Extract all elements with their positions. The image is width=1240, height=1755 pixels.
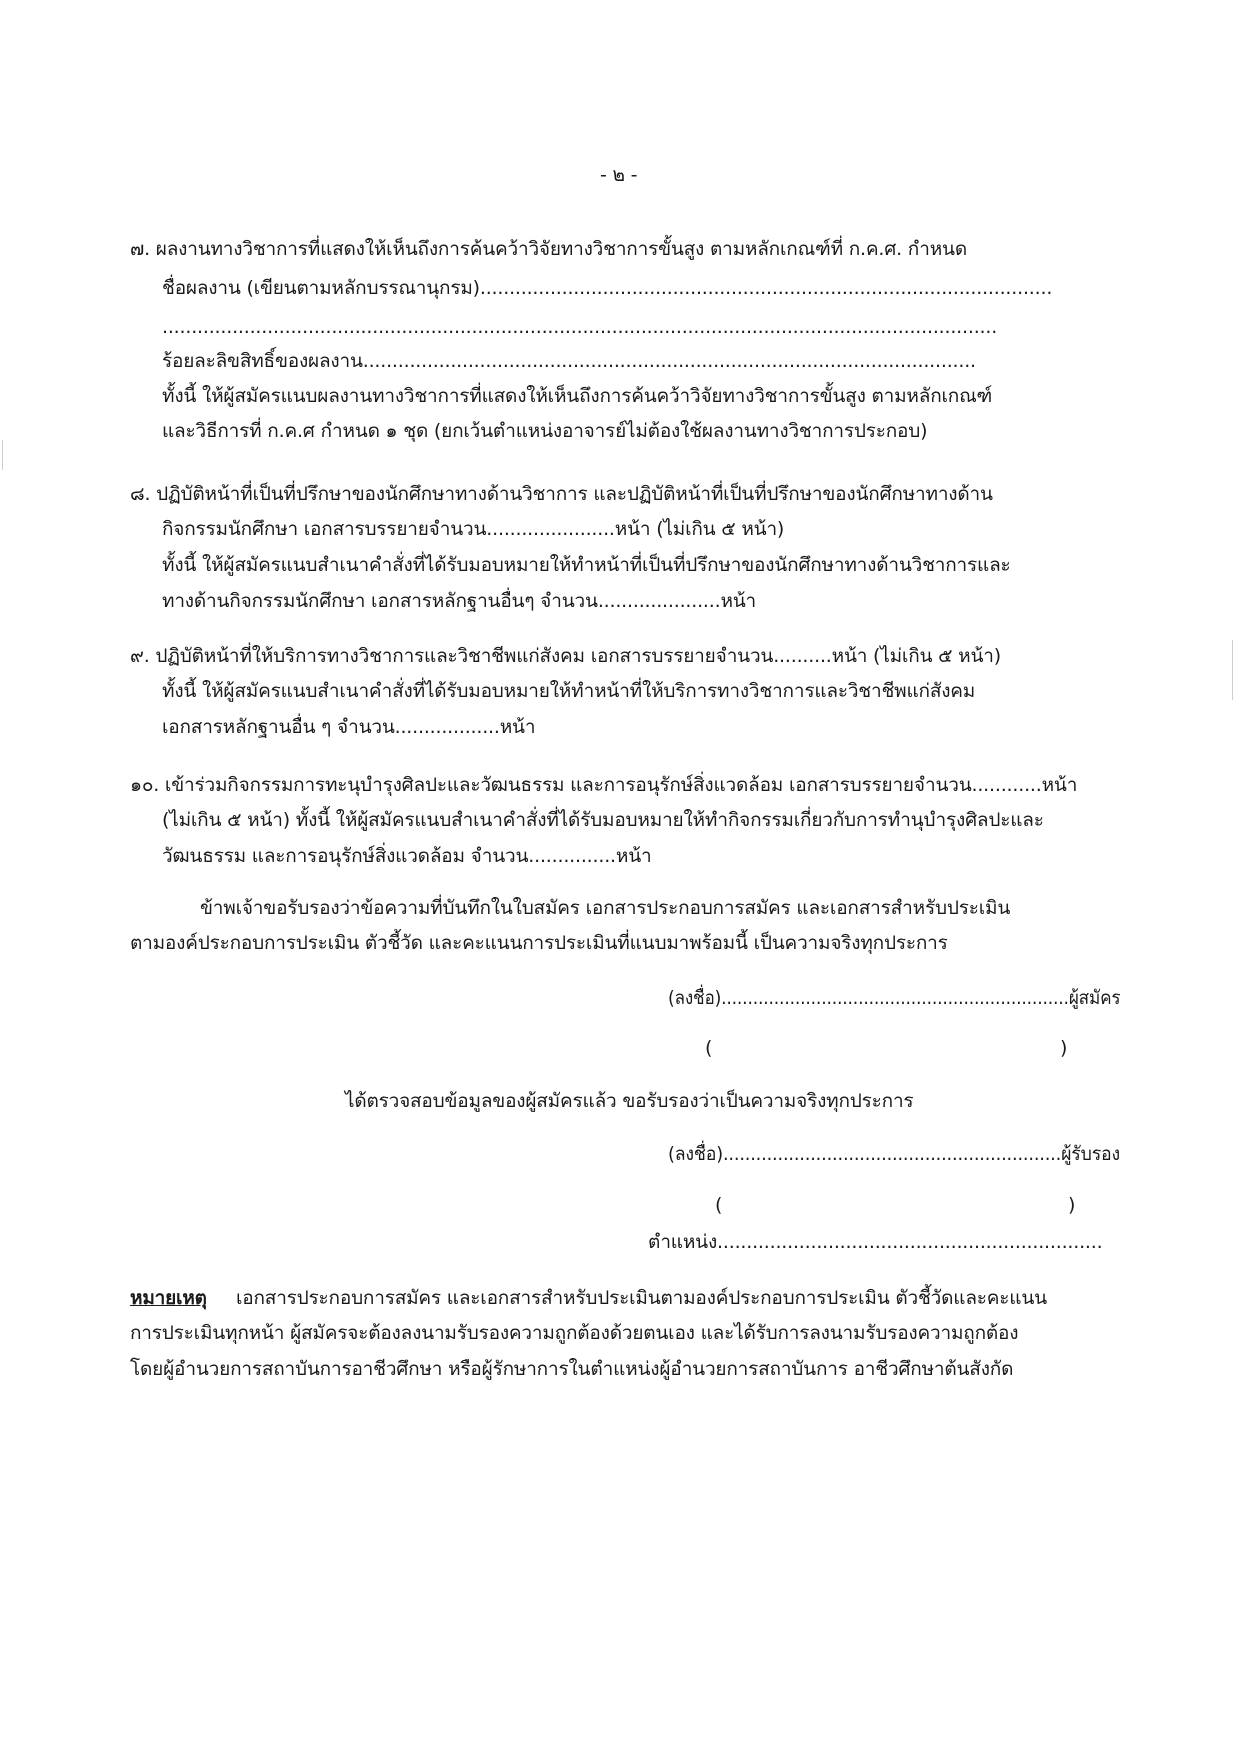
item9-line2: ทั้งนี้ ให้ผู้สมัครแนบสำเนาคำสั่งที่ได้รับมอบหมายให้ทำหน้าที่ให้บริการทางวิชาการและวิชาชีพแก่สังคม [162, 680, 976, 702]
declaration-line2: ตามองค์ประกอบการประเมิน ตัวชี้วัด และคะแนนการประเมินที่แนบมาพร้อมนี้ เป็นความจริงทุกประการ [130, 932, 948, 954]
item8-line3: ทั้งนี้ ให้ผู้สมัครแนบสำเนาคำสั่งที่ได้รับมอบหมายให้ทำหน้าที่เป็นที่ปรึกษาของนักศึกษาทางด้านวิชาการและ [162, 554, 1011, 576]
applicant-name-open-paren: ( [705, 1037, 713, 1059]
certifier-name-open-paren: ( [715, 1194, 723, 1216]
certifier-name-close-paren: ) [1068, 1194, 1076, 1216]
declaration-line1: ข้าพเจ้าขอรับรองว่าข้อความที่บันทึกในใบสมัคร เอกสารประกอบการสมัคร และเอกสารสำหรับประเมิน [200, 897, 1011, 919]
item7-line6: และวิธีการที่ ก.ค.ศ กำหนด ๑ ชุด (ยกเว้นตำแหน่งอาจารย์ไม่ต้องใช้ผลงานทางวิชาการประกอบ) [162, 420, 928, 442]
note-line3: โดยผู้อำนวยการสถาบันการอาชีวศึกษา หรือผู้รักษาการในตำแหน่งผู้อำนวยการสถาบันการ อาชีวศึกษาต้นสังกัด [130, 1358, 1014, 1380]
applicant-name-close-paren: ) [1060, 1037, 1068, 1059]
note-line1: เอกสารประกอบการสมัคร และเอกสารสำหรับประเมินตามองค์ประกอบการประเมิน ตัวชี้วัดและคะแนน [236, 1287, 1047, 1309]
item7-line2: ชื่อผลงาน (เขียนตามหลักบรรณานุกรม).................................................................................................. [162, 277, 1053, 299]
scan-edge-mark-right [1232, 640, 1233, 700]
verification-text: ได้ตรวจสอบข้อมูลของผู้สมัครแล้ว ขอรับรองว่าเป็นความจริงทุกประการ [345, 1090, 914, 1112]
item8-line2: กิจกรรมนักศึกษา เอกสารบรรยายจำนวน......................หน้า (ไม่เกิน ๕ หน้า) [162, 518, 785, 540]
scan-edge-mark-left [2, 440, 3, 470]
item9-line3: เอกสารหลักฐานอื่น ๆ จำนวน..................หน้า [162, 716, 536, 738]
item10-line2: (ไม่เกิน ๕ หน้า) ทั้งนี้ ให้ผู้สมัครแนบสำเนาคำสั่งที่ได้รับมอบหมายให้ทำกิจกรรมเกี่ยวกับการทำนุบำรุงศิลปะและ [162, 809, 1044, 831]
certifier-signature-line: (ลงชื่อ)..............................................................ผู้รับรอง [668, 1143, 1121, 1165]
item7-line1: ๗. ผลงานทางวิชาการที่แสดงให้เห็นถึงการค้นคว้าวิจัยทางวิชาการขั้นสูง ตามหลักเกณฑ์ที่ ก.ค.ศ. กำหนด [130, 238, 967, 260]
item7-line4: ร้อยละลิขสิทธิ์ของผลงาน......................................................................................................... [162, 350, 976, 372]
item7-line5: ทั้งนี้ ให้ผู้สมัครแนบผลงานทางวิชาการที่แสดงให้เห็นถึงการค้นคว้าวิจัยทางวิชาการขั้นสูง ตามหลักเกณฑ์ [162, 385, 993, 407]
applicant-signature-line: (ลงชื่อ)..................................................................ผู้สมัคร [668, 987, 1121, 1009]
item10-line1: ๑๐. เข้าร่วมกิจกรรมการทะนุบำรุงศิลปะและวัฒนธรรม และการอนุรักษ์สิ่งแวดล้อม เอกสารบรรยายจำนวน............หน้า [130, 774, 1078, 796]
item7-line3: ............................................................................................................................................... [162, 316, 998, 338]
certifier-position-line: ตำแหน่ง.................................................................. [648, 1231, 1103, 1253]
note-label: หมายเหตุ [130, 1287, 207, 1309]
item8-line4: ทางด้านกิจกรรมนักศึกษา เอกสารหลักฐานอื่นๆ จำนวน.....................หน้า [162, 590, 757, 612]
item9-line1: ๙. ปฏิบัติหน้าที่ให้บริการทางวิชาการและวิชาชีพแก่สังคม เอกสารบรรยายจำนวน..........หน้า (ไม่เกิน ๕ หน้า) [130, 645, 1001, 667]
item8-line1: ๘. ปฏิบัติหน้าที่เป็นที่ปรึกษาของนักศึกษาทางด้านวิชาการ และปฏิบัติหน้าที่เป็นที่ปรึกษาของนักศึกษาทางด้าน [130, 483, 993, 505]
page-number: - ๒ - [600, 164, 638, 186]
note-line2: การประเมินทุกหน้า ผู้สมัครจะต้องลงนามรับรองความถูกต้องด้วยตนเอง และได้รับการลงนามรับรองความถูกต้อง [130, 1322, 1019, 1344]
item10-line3: วัฒนธรรม และการอนุรักษ์สิ่งแวดล้อม จำนวน...............หน้า [162, 845, 652, 867]
